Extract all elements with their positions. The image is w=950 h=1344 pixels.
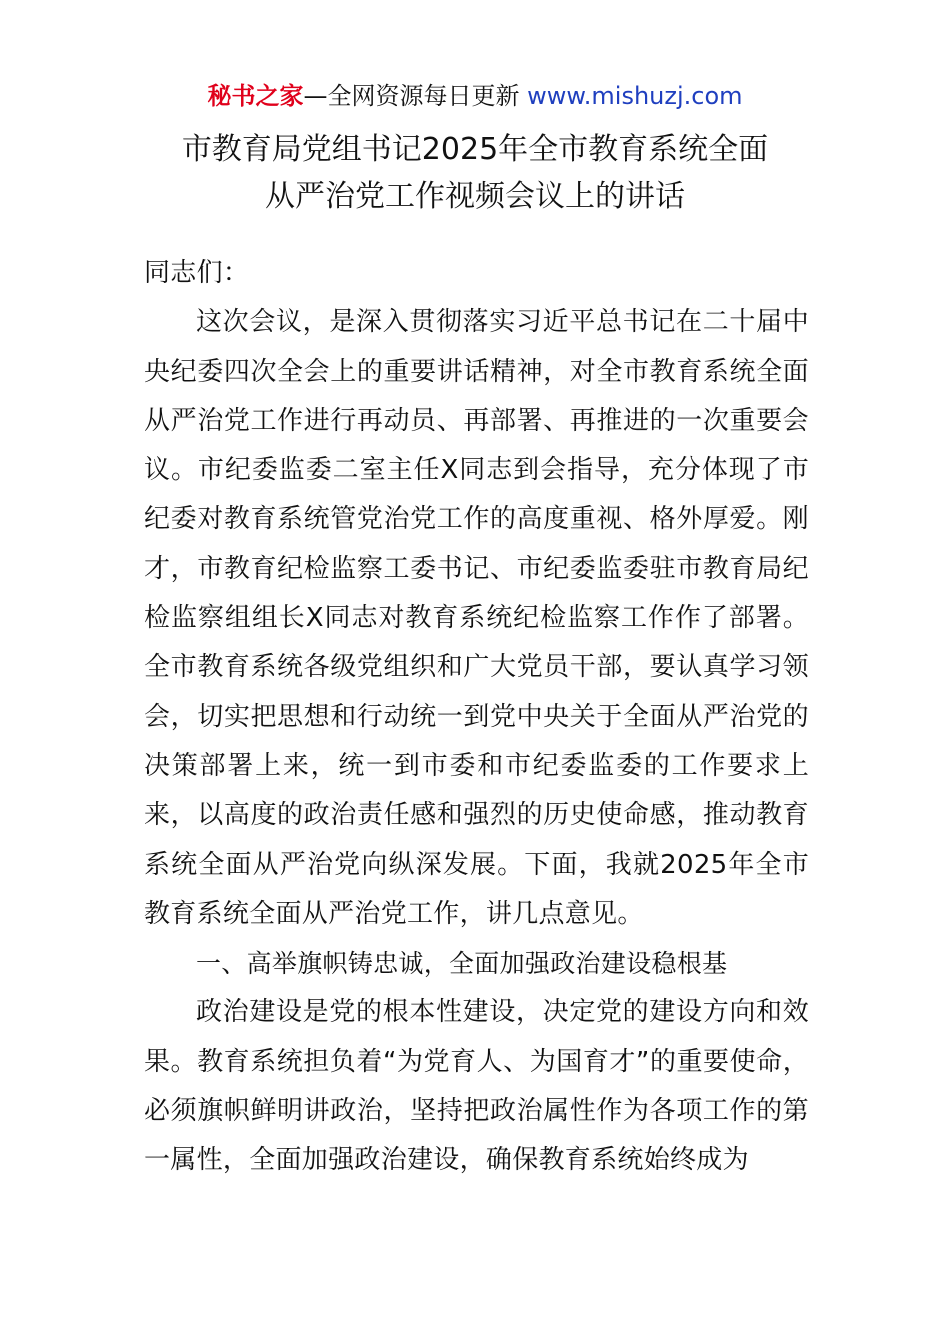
banner-tagline: —全网资源每日更新 [303,82,520,110]
document-body [144,249,809,1186]
title-line-2: 从严治党工作视频会议上的讲话 [265,179,685,214]
banner-brand: 秘书之家 [207,82,304,110]
section-1-heading: 一、高举旗帜铸忠诚，全面加强政治建设稳根基 [196,949,728,979]
salutation: 同志们： [144,258,250,288]
paragraph-2: 政治建设是党的根本性建设，决定党的建设方向和效果。教育系统担负着“为党育人、为国育才”的重要使命，必须旗帜鲜明讲政治，坚持把政治属性作为各项工作的第一属性，全面加强政治建设，确保教育系统始终成为 [144,997,809,1176]
document-title [0,126,950,220]
site-banner [0,78,950,114]
title-line-1: 市教育局党组书记2025年全市教育系统全面 [181,132,769,167]
banner-url-link[interactable]: www.mishuzj.com [527,82,743,110]
paragraph-1: 这次会议，是深入贯彻落实习近平总书记在二十届中央纪委四次全会上的重要讲话精神，对全市教育系统全面从严治党工作进行再动员、再部署、再推进的一次重要会议。市纪委监委二室主任X同志到会指导，充分体现了市纪委对教育系统管党治党工作的高度重视、格外厚爱。刚才，市教育纪检监察工委书记、市纪委监委驻市教育局纪检监察组组长X同志对教育系统纪检监察工作作了部署。全市教育系统各级党组织和广大党员干部，要认真学习领会，切实把思想和行动统一到党中央关于全面从严治党的决策部署上来，统一到市委和市纪委监委的工作要求上来，以高度的政治责任感和强烈的历史使命感，推动教育系统全面从严治党向纵深发展。下面，我就2025年全市教育系统全面从严治党工作，讲几点意见。 [144,307,809,929]
